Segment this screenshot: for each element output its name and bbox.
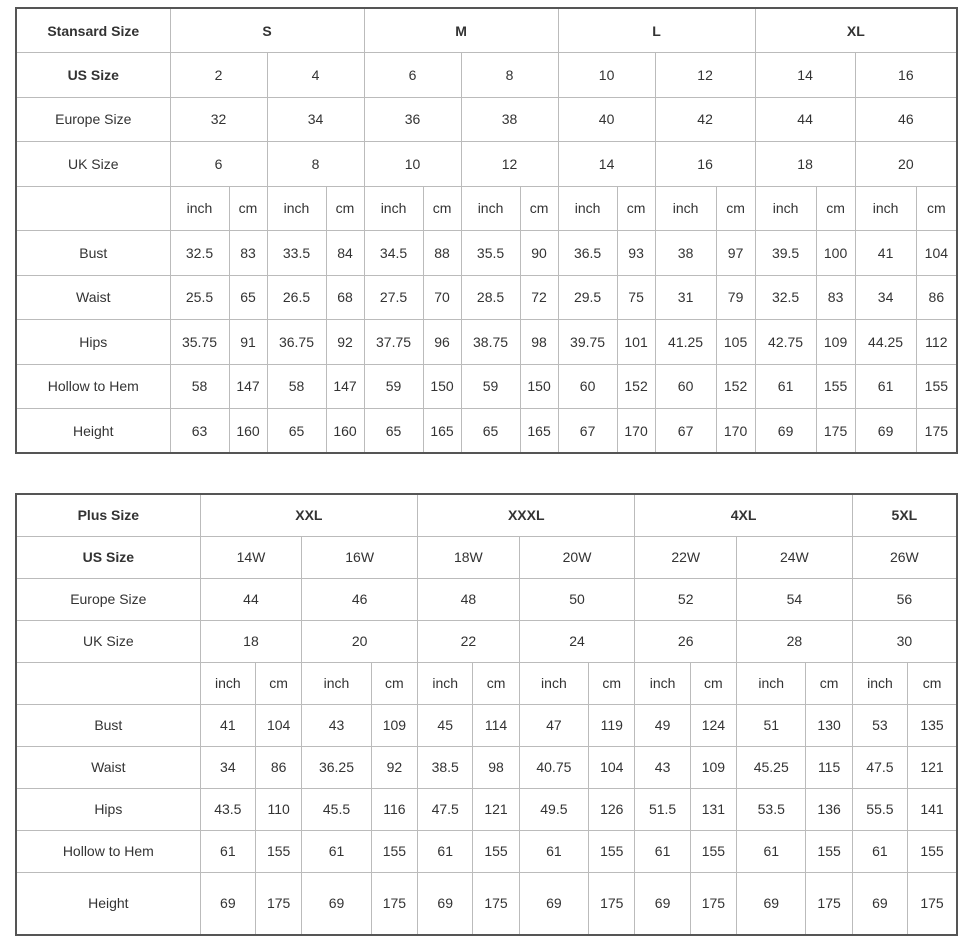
size-label: 4XL	[635, 494, 852, 536]
cell: 33.5	[267, 231, 326, 276]
cell: 61	[855, 364, 916, 409]
cell: 109	[371, 704, 417, 746]
cell: 41	[855, 231, 916, 276]
cell: 63	[170, 409, 229, 454]
cell: 48	[418, 578, 520, 620]
europe-size-row	[16, 97, 957, 142]
table-row	[16, 409, 957, 454]
cell: 32	[170, 97, 267, 142]
cell: 10	[364, 142, 461, 187]
cell: 119	[589, 704, 635, 746]
unit-label: inch	[737, 662, 806, 704]
cell: 34	[855, 275, 916, 320]
unit-label: cm	[473, 662, 519, 704]
unit-label: inch	[267, 186, 326, 231]
cell: 22	[418, 620, 520, 662]
cell: 49	[635, 704, 690, 746]
cell: 175	[371, 872, 417, 935]
cell: 37.75	[364, 320, 423, 365]
cell: 32.5	[170, 231, 229, 276]
cell: 45.25	[737, 746, 806, 788]
cell: 31	[655, 275, 716, 320]
unit-label: cm	[908, 662, 957, 704]
cell: 170	[716, 409, 755, 454]
cell: 61	[755, 364, 816, 409]
cell: 104	[916, 231, 957, 276]
cell: 29.5	[558, 275, 617, 320]
cell: 27.5	[364, 275, 423, 320]
cell: 165	[520, 409, 558, 454]
cell: 34.5	[364, 231, 423, 276]
size-label: M	[364, 8, 558, 53]
unit-label: inch	[655, 186, 716, 231]
cell: 175	[589, 872, 635, 935]
measurement-rows	[16, 704, 957, 935]
cell: 54	[737, 578, 853, 620]
cell: 68	[326, 275, 364, 320]
cell: 175	[908, 872, 957, 935]
size-header-row	[16, 8, 957, 53]
cell: 65	[461, 409, 520, 454]
cell: 36.25	[302, 746, 371, 788]
unit-label: cm	[229, 186, 267, 231]
cell: 12	[655, 53, 755, 98]
cell: 28.5	[461, 275, 520, 320]
cell: 104	[589, 746, 635, 788]
cell: 36	[364, 97, 461, 142]
unit-label: inch	[418, 662, 473, 704]
row-label: US Size	[16, 53, 170, 98]
cell: 14	[558, 142, 655, 187]
cell: 69	[200, 872, 255, 935]
cell: 20W	[519, 536, 635, 578]
cell: 61	[737, 830, 806, 872]
size-label: XL	[755, 8, 957, 53]
cell: 22W	[635, 536, 737, 578]
cell: 24	[519, 620, 635, 662]
cell: 93	[617, 231, 655, 276]
standard-size-table	[15, 7, 958, 454]
us-size-row	[16, 536, 957, 578]
unit-label: cm	[690, 662, 736, 704]
cell: 104	[256, 704, 302, 746]
cell: 116	[371, 788, 417, 830]
cell: 40	[558, 97, 655, 142]
unit-label: cm	[371, 662, 417, 704]
table-row	[16, 320, 957, 365]
cell: 88	[423, 231, 461, 276]
cell: 100	[816, 231, 855, 276]
unit-label: cm	[423, 186, 461, 231]
cell: 65	[364, 409, 423, 454]
cell: 155	[256, 830, 302, 872]
cell: 38	[655, 231, 716, 276]
cell: 130	[806, 704, 852, 746]
cell: 131	[690, 788, 736, 830]
row-label: Height	[16, 409, 170, 454]
cell: 39.75	[558, 320, 617, 365]
unit-label: cm	[916, 186, 957, 231]
cell: 69	[855, 409, 916, 454]
cell: 141	[908, 788, 957, 830]
cell: 91	[229, 320, 267, 365]
size-label: XXXL	[418, 494, 635, 536]
cell: 136	[806, 788, 852, 830]
cell: 8	[461, 53, 558, 98]
cell: 41.25	[655, 320, 716, 365]
cell: 20	[855, 142, 957, 187]
cell: 150	[423, 364, 461, 409]
cell: 53	[852, 704, 907, 746]
cell: 38	[461, 97, 558, 142]
size-label: S	[170, 8, 364, 53]
cell: 10	[558, 53, 655, 98]
cell: 110	[256, 788, 302, 830]
cell: 12	[461, 142, 558, 187]
cell: 152	[716, 364, 755, 409]
cell: 46	[302, 578, 418, 620]
unit-label: inch	[852, 662, 907, 704]
cell: 49.5	[519, 788, 588, 830]
cell: 90	[520, 231, 558, 276]
cell: 155	[908, 830, 957, 872]
cell: 51.5	[635, 788, 690, 830]
cell: 36.75	[267, 320, 326, 365]
cell: 115	[806, 746, 852, 788]
cell: 59	[364, 364, 423, 409]
cell: 2	[170, 53, 267, 98]
cell: 56	[852, 578, 957, 620]
row-label: US Size	[16, 536, 200, 578]
table-title: Plus Size	[16, 494, 200, 536]
cell: 34	[267, 97, 364, 142]
cell: 44	[200, 578, 302, 620]
unit-label: cm	[326, 186, 364, 231]
cell: 24W	[737, 536, 853, 578]
cell: 126	[589, 788, 635, 830]
cell: 41	[200, 704, 255, 746]
unit-label: cm	[589, 662, 635, 704]
cell: 20	[302, 620, 418, 662]
unit-label: inch	[558, 186, 617, 231]
cell: 155	[806, 830, 852, 872]
cell: 14	[755, 53, 855, 98]
cell: 135	[908, 704, 957, 746]
cell: 45.5	[302, 788, 371, 830]
cell: 26W	[852, 536, 957, 578]
cell: 42	[655, 97, 755, 142]
cell: 97	[716, 231, 755, 276]
cell: 124	[690, 704, 736, 746]
cell: 61	[635, 830, 690, 872]
cell: 83	[229, 231, 267, 276]
row-label: Europe Size	[16, 578, 200, 620]
cell: 65	[267, 409, 326, 454]
size-label: 5XL	[852, 494, 957, 536]
row-label: Hips	[16, 788, 200, 830]
cell: 16	[655, 142, 755, 187]
row-label: Waist	[16, 275, 170, 320]
us-size-row	[16, 53, 957, 98]
cell: 147	[229, 364, 267, 409]
cell: 53.5	[737, 788, 806, 830]
cell: 75	[617, 275, 655, 320]
cell: 155	[690, 830, 736, 872]
cell: 44	[755, 97, 855, 142]
cell: 92	[326, 320, 364, 365]
cell: 147	[326, 364, 364, 409]
cell: 50	[519, 578, 635, 620]
unit-label: inch	[755, 186, 816, 231]
cell: 38.5	[418, 746, 473, 788]
cell: 70	[423, 275, 461, 320]
cell: 61	[418, 830, 473, 872]
cell: 98	[520, 320, 558, 365]
cell: 6	[170, 142, 267, 187]
cell: 84	[326, 231, 364, 276]
cell: 79	[716, 275, 755, 320]
cell: 61	[519, 830, 588, 872]
cell: 36.5	[558, 231, 617, 276]
table-row	[16, 231, 957, 276]
cell: 165	[423, 409, 461, 454]
size-label: XXL	[200, 494, 417, 536]
cell: 155	[589, 830, 635, 872]
unit-row	[16, 186, 957, 231]
cell: 30	[852, 620, 957, 662]
cell: 175	[473, 872, 519, 935]
cell: 69	[852, 872, 907, 935]
row-label: Waist	[16, 746, 200, 788]
cell: 175	[806, 872, 852, 935]
cell: 155	[916, 364, 957, 409]
unit-label: inch	[170, 186, 229, 231]
cell: 58	[170, 364, 229, 409]
cell: 155	[473, 830, 519, 872]
unit-label: inch	[364, 186, 423, 231]
cell: 40.75	[519, 746, 588, 788]
cell: 46	[855, 97, 957, 142]
cell: 60	[655, 364, 716, 409]
cell: 92	[371, 746, 417, 788]
cell: 18	[200, 620, 302, 662]
cell: 69	[519, 872, 588, 935]
cell: 86	[916, 275, 957, 320]
unit-label: cm	[520, 186, 558, 231]
cell: 175	[816, 409, 855, 454]
cell: 61	[852, 830, 907, 872]
table-row	[16, 788, 957, 830]
cell: 32.5	[755, 275, 816, 320]
cell: 155	[371, 830, 417, 872]
cell: 45	[418, 704, 473, 746]
table-row	[16, 830, 957, 872]
cell: 25.5	[170, 275, 229, 320]
cell: 112	[916, 320, 957, 365]
cell: 109	[816, 320, 855, 365]
cell: 150	[520, 364, 558, 409]
row-label: Hips	[16, 320, 170, 365]
cell: 43	[635, 746, 690, 788]
cell: 175	[256, 872, 302, 935]
row-label: UK Size	[16, 620, 200, 662]
table-row	[16, 746, 957, 788]
cell: 26.5	[267, 275, 326, 320]
cell: 67	[558, 409, 617, 454]
cell: 175	[916, 409, 957, 454]
empty-cell	[16, 662, 200, 704]
cell: 114	[473, 704, 519, 746]
measurement-rows	[16, 231, 957, 454]
cell: 98	[473, 746, 519, 788]
unit-label: cm	[617, 186, 655, 231]
cell: 60	[558, 364, 617, 409]
cell: 18W	[418, 536, 520, 578]
cell: 101	[617, 320, 655, 365]
cell: 69	[418, 872, 473, 935]
size-header-row	[16, 494, 957, 536]
table-title: Stansard Size	[16, 8, 170, 53]
cell: 38.75	[461, 320, 520, 365]
unit-label: inch	[461, 186, 520, 231]
unit-label: cm	[256, 662, 302, 704]
uk-size-row	[16, 142, 957, 187]
cell: 8	[267, 142, 364, 187]
cell: 47.5	[418, 788, 473, 830]
row-label: UK Size	[16, 142, 170, 187]
plus-size-table	[15, 493, 958, 936]
cell: 14W	[200, 536, 302, 578]
cell: 28	[737, 620, 853, 662]
cell: 43	[302, 704, 371, 746]
unit-label: inch	[519, 662, 588, 704]
cell: 16	[855, 53, 957, 98]
cell: 26	[635, 620, 737, 662]
row-label: Bust	[16, 231, 170, 276]
unit-label: inch	[200, 662, 255, 704]
cell: 69	[635, 872, 690, 935]
cell: 44.25	[855, 320, 916, 365]
cell: 47	[519, 704, 588, 746]
row-label: Height	[16, 872, 200, 935]
cell: 69	[302, 872, 371, 935]
cell: 61	[200, 830, 255, 872]
empty-cell	[16, 186, 170, 231]
cell: 67	[655, 409, 716, 454]
table-row	[16, 275, 957, 320]
table-row	[16, 364, 957, 409]
cell: 160	[326, 409, 364, 454]
cell: 160	[229, 409, 267, 454]
size-label: L	[558, 8, 755, 53]
cell: 42.75	[755, 320, 816, 365]
cell: 51	[737, 704, 806, 746]
row-label: Hollow to Hem	[16, 830, 200, 872]
cell: 170	[617, 409, 655, 454]
cell: 72	[520, 275, 558, 320]
cell: 152	[617, 364, 655, 409]
cell: 69	[755, 409, 816, 454]
cell: 4	[267, 53, 364, 98]
unit-row	[16, 662, 957, 704]
cell: 35.5	[461, 231, 520, 276]
cell: 47.5	[852, 746, 907, 788]
cell: 175	[690, 872, 736, 935]
row-label: Bust	[16, 704, 200, 746]
unit-label: cm	[816, 186, 855, 231]
cell: 61	[302, 830, 371, 872]
table-row	[16, 872, 957, 935]
unit-label: inch	[302, 662, 371, 704]
unit-label: cm	[716, 186, 755, 231]
cell: 155	[816, 364, 855, 409]
cell: 83	[816, 275, 855, 320]
table-row	[16, 704, 957, 746]
cell: 35.75	[170, 320, 229, 365]
unit-label: inch	[855, 186, 916, 231]
row-label: Europe Size	[16, 97, 170, 142]
cell: 55.5	[852, 788, 907, 830]
cell: 58	[267, 364, 326, 409]
cell: 69	[737, 872, 806, 935]
cell: 18	[755, 142, 855, 187]
unit-label: inch	[635, 662, 690, 704]
cell: 121	[908, 746, 957, 788]
cell: 59	[461, 364, 520, 409]
europe-size-row	[16, 578, 957, 620]
unit-label: cm	[806, 662, 852, 704]
cell: 65	[229, 275, 267, 320]
cell: 39.5	[755, 231, 816, 276]
cell: 6	[364, 53, 461, 98]
uk-size-row	[16, 620, 957, 662]
row-label: Hollow to Hem	[16, 364, 170, 409]
cell: 43.5	[200, 788, 255, 830]
cell: 121	[473, 788, 519, 830]
cell: 105	[716, 320, 755, 365]
cell: 34	[200, 746, 255, 788]
cell: 16W	[302, 536, 418, 578]
cell: 96	[423, 320, 461, 365]
cell: 86	[256, 746, 302, 788]
cell: 52	[635, 578, 737, 620]
cell: 109	[690, 746, 736, 788]
